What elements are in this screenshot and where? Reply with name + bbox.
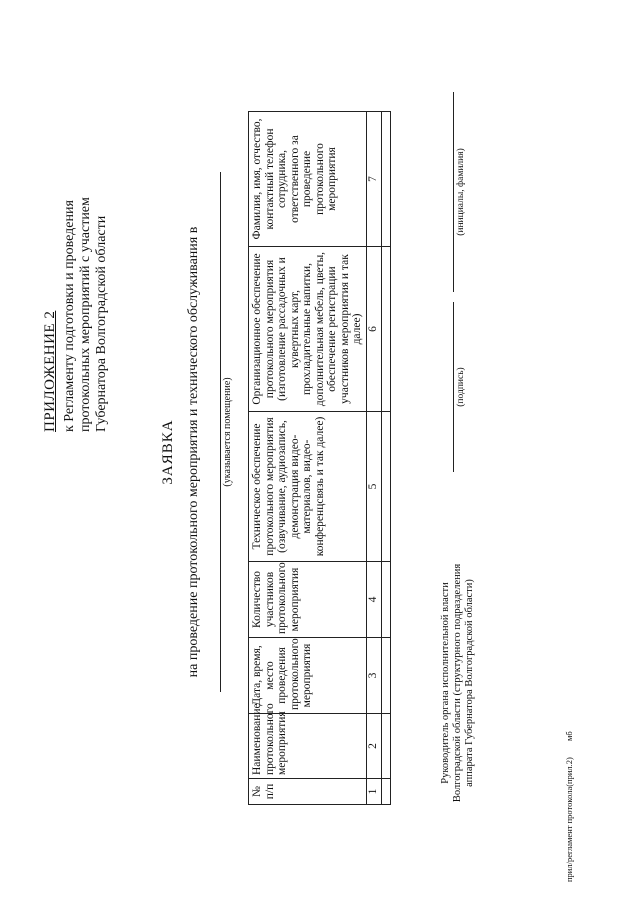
column-number: 4	[366, 562, 381, 638]
empty-cell	[381, 247, 390, 412]
signature-hint: (подпись)	[456, 367, 466, 407]
appendix-line: Губернатора Волгоградской области	[94, 215, 109, 432]
header-cell: Дата, время, место проведения протокольного мероприятия	[249, 638, 367, 714]
table-header-row	[249, 112, 367, 805]
table-empty-row	[381, 112, 390, 805]
signatory-line: Руководитель органа исполнительной власти	[440, 582, 451, 784]
appendix-line: к Регламенту подготовки и проведения	[62, 200, 77, 432]
column-number: 3	[366, 638, 381, 714]
document-title: ЗАЯВКА	[160, 419, 176, 485]
document-subtitle: на проведение протокольного мероприятия и технического обслуживания в	[186, 226, 201, 678]
name-hint: (инициалы, фамилия)	[456, 148, 466, 236]
signature-underline	[453, 302, 454, 472]
empty-cell	[381, 112, 390, 247]
header-cell: Наименование протокольного мероприятия	[249, 714, 367, 779]
footer-code: мб	[564, 731, 574, 742]
appendix-line: протокольных мероприятий с участием	[78, 197, 93, 432]
column-number: 5	[366, 412, 381, 562]
column-number: 7	[366, 112, 381, 247]
header-cell: Организационное обеспечение протокольного мероприятия (изготовление рассадочных и кувертных карт, прохладительные напитки, дополнительная мебель, цветы, обеспечение регистрации участников мероприятия и так далее)	[249, 247, 367, 412]
header-cell: № п/п	[249, 779, 367, 805]
signatory-block	[440, 558, 476, 808]
column-number: 1	[366, 779, 381, 805]
empty-cell	[381, 714, 390, 779]
column-number: 2	[366, 714, 381, 779]
rotated-document-page	[20, 2, 620, 902]
request-table	[248, 111, 391, 805]
table-number-row	[366, 112, 381, 805]
header-cell: Количество участников протокольного мероприятия	[249, 562, 367, 638]
header-cell: Техническое обеспечение протокольного мероприятия (озвучивание, аудиозапись, демонстрация видео-материалов, видео-конференцсвязь и так далее)	[249, 412, 367, 562]
empty-cell	[381, 412, 390, 562]
appendix-block	[42, 112, 110, 432]
appendix-title: ПРИЛОЖЕНИЕ 2	[42, 310, 58, 432]
empty-cell	[381, 638, 390, 714]
empty-cell	[381, 562, 390, 638]
header-cell: Фамилия, имя, отчество, контактный телефон сотрудника, ответственного за проведение протокольного мероприятия	[249, 112, 367, 247]
signatory-line: Волгоградской области (структурного подразделения	[452, 563, 463, 803]
footer-path: прил/регламент протокола(прил.2)	[564, 757, 574, 882]
empty-cell	[381, 779, 390, 805]
signatory-line: аппарата Губернатора Волгоградской области)	[464, 579, 475, 787]
room-underline	[220, 172, 221, 692]
column-number: 6	[366, 247, 381, 412]
footer	[564, 731, 574, 882]
name-underline	[453, 92, 454, 292]
room-hint: (указывается помещение)	[222, 377, 233, 487]
